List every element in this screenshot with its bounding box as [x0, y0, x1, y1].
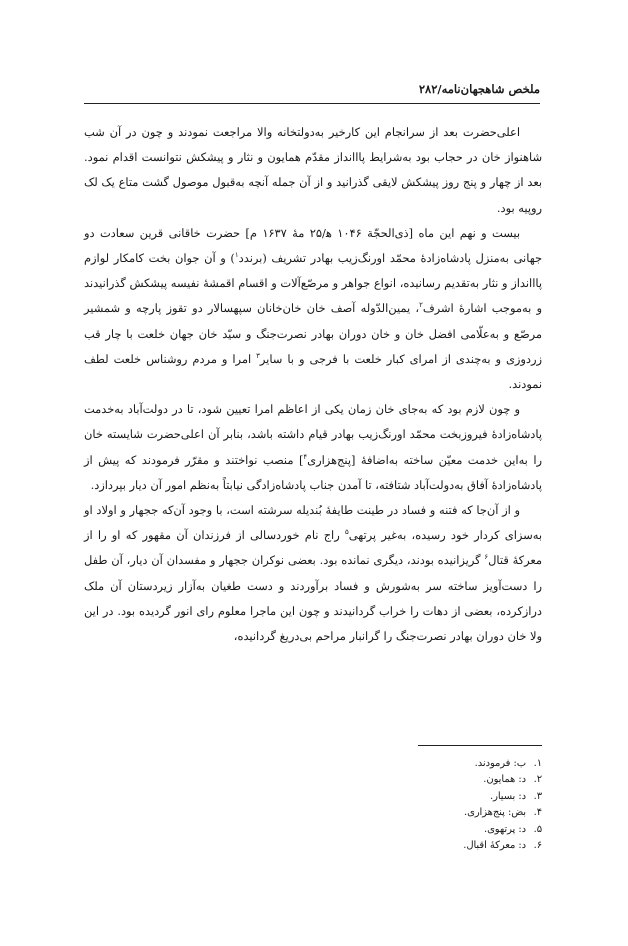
- header-title: ملخص شاهجهان‌نامه/۲۸۲: [418, 82, 540, 96]
- footnote-number: ۲.: [533, 774, 542, 786]
- paragraph: [84, 498, 542, 649]
- paragraph-text: امرا و مردم روشناس خلعت لطف نمودند.: [84, 351, 542, 392]
- footnote-text: د: پرتهوی.: [484, 823, 526, 835]
- running-header: [84, 78, 540, 104]
- paragraph: [84, 120, 542, 221]
- footnote-number: ۴.: [533, 807, 542, 819]
- footnotes: [282, 756, 542, 854]
- paragraph: [84, 221, 542, 397]
- footnote-marker: ۶: [484, 553, 489, 562]
- paragraph-text: گریزانیده بودند، دیگری نمانده بود. بعضی نوکران ججهار و مفسدان آن دیار، آن طفل را دست‌آویز ساخته سر به‌شورش و فساد برآوردند و دست طغیان به‌آزار زیردستان آن ملک درازکرده، بعضی از دهات را خراب گردانیدند و چون این ماجرا معلوم رای انور گردیده بود. در این ولا خان دوران بهادر نصرت‌جنگ را گرانبار مراحم بی‌دریغ گردانیده،: [84, 553, 542, 644]
- footnote-text: بض: پنج‌هزاری.: [464, 807, 526, 819]
- header-rule: [84, 103, 540, 104]
- body-text: [84, 120, 542, 649]
- paragraph-text: و از آن‌جا که فتنه و فساد در طینت طایفۀ بُندیله سرشته است، با وجود آن‌که ججهار و اولاد او به‌سزای کردار خود رسیده، به‌غیر پرتهی: [84, 503, 542, 543]
- paragraph-text: و چون لازم بود که به‌جای خان زمان یکی از اعاظم امرا تعیین شود، تا در دولت‌آباد به‌خدمت پادشاه‌زادۀ فیروزبخت محمّد اورنگ‌زیب بهادر قیام داشته باشد، بنابر آن اعلی‌حضرت شایسته خان را به‌این خدمت معیّن ساخته به‌اضافۀ [پنج‌هزاری: [84, 402, 542, 467]
- footnote-item: [282, 789, 542, 805]
- footnote-marker: ۵: [344, 528, 349, 537]
- paragraph: [84, 397, 542, 498]
- footnote-item: [282, 805, 542, 821]
- footnote-number: ۵.: [533, 823, 542, 835]
- footnote-marker: ۱: [234, 251, 239, 260]
- paragraph-text: ) و آن جوان بخت کامکار لوازم پااانداز و نثار به‌تقدیم رسانیده، انواع جواهر و مرصّع‌آلات و اقسام اقمشۀ نفیسه پیشکش گذرانیدند و به‌موجب اشارۀ اشرف: [84, 251, 542, 316]
- footnote-text: د: همایون.: [483, 774, 526, 786]
- paragraph-text: بیست و نهم این ماه [ذی‌الحجّة ۱۰۴۶ ﻫ/۲۵ مۀ ۱۶۳۷ م] حضرت خاقانی قرین سعادت دو جهانی به‌منزل پادشاه‌زادۀ محمّد اورنگ‌زیب بهادر تشریف (برندد: [84, 225, 542, 266]
- footnote-item: [282, 822, 542, 838]
- footnote-marker: ۴: [303, 452, 308, 461]
- footnote-number: ۳.: [533, 790, 542, 802]
- footnote-marker: ۳: [256, 352, 260, 361]
- footnote-item: [282, 772, 542, 788]
- footnote-marker: ۲: [419, 301, 423, 310]
- footnote-separator: [418, 745, 542, 746]
- footnote-item: [282, 756, 542, 772]
- footnote-text: ب: فرمودند.: [474, 758, 526, 769]
- paragraph-text: ، یمین‌الدّوله آصف خان خان‌خانان سپهسالار دو تقوز پارچه و شمشیر مرصّع و به‌علّامی افضل خان و خان دوران بهادر نصرت‌جنگ و سیّد خان جهان خلعت با چار قب زردوزی و به‌چندی از امرای کبار خلعت با فرجی و با سایر: [84, 301, 542, 366]
- paragraph-text: راج نام خوردسالی از فرزندان آن مقهور که او را از معرکۀ قتال: [84, 528, 542, 568]
- footnote-number: ۱.: [533, 758, 542, 769]
- paragraph-text: اعلی‌حضرت بعد از سرانجام این کارخیر به‌دولتخانه والا مراجعت نمودند و چون در آن شب شاهنواز خان در حجاب بود به‌شرایط پااانداز مقدّم همایون و نثار و پیشکش نتوانست اقدام نمود. بعد از چهار و پنج روز پیشکش لایقی گذرانید و از آن جمله آنچه به‌قبول موصول گشت متاع یک لک روپیه بود.: [84, 125, 542, 215]
- footnote-text: د: بسیار.: [489, 790, 526, 802]
- footnote-text: د: معرکۀ اقبال.: [463, 840, 526, 852]
- footnote-number: ۶.: [533, 840, 542, 852]
- paragraph-text: ] منصب نواختند و مقرّر فرمودند که پیش از پادشاه‌زادۀ آفاق به‌دولت‌آباد شتافته، تا آمدن جناب پادشاه‌زادگی نیابتاً به‌نظم امور آن دیار بپردازد.: [84, 452, 542, 492]
- footnote-item: [282, 838, 542, 854]
